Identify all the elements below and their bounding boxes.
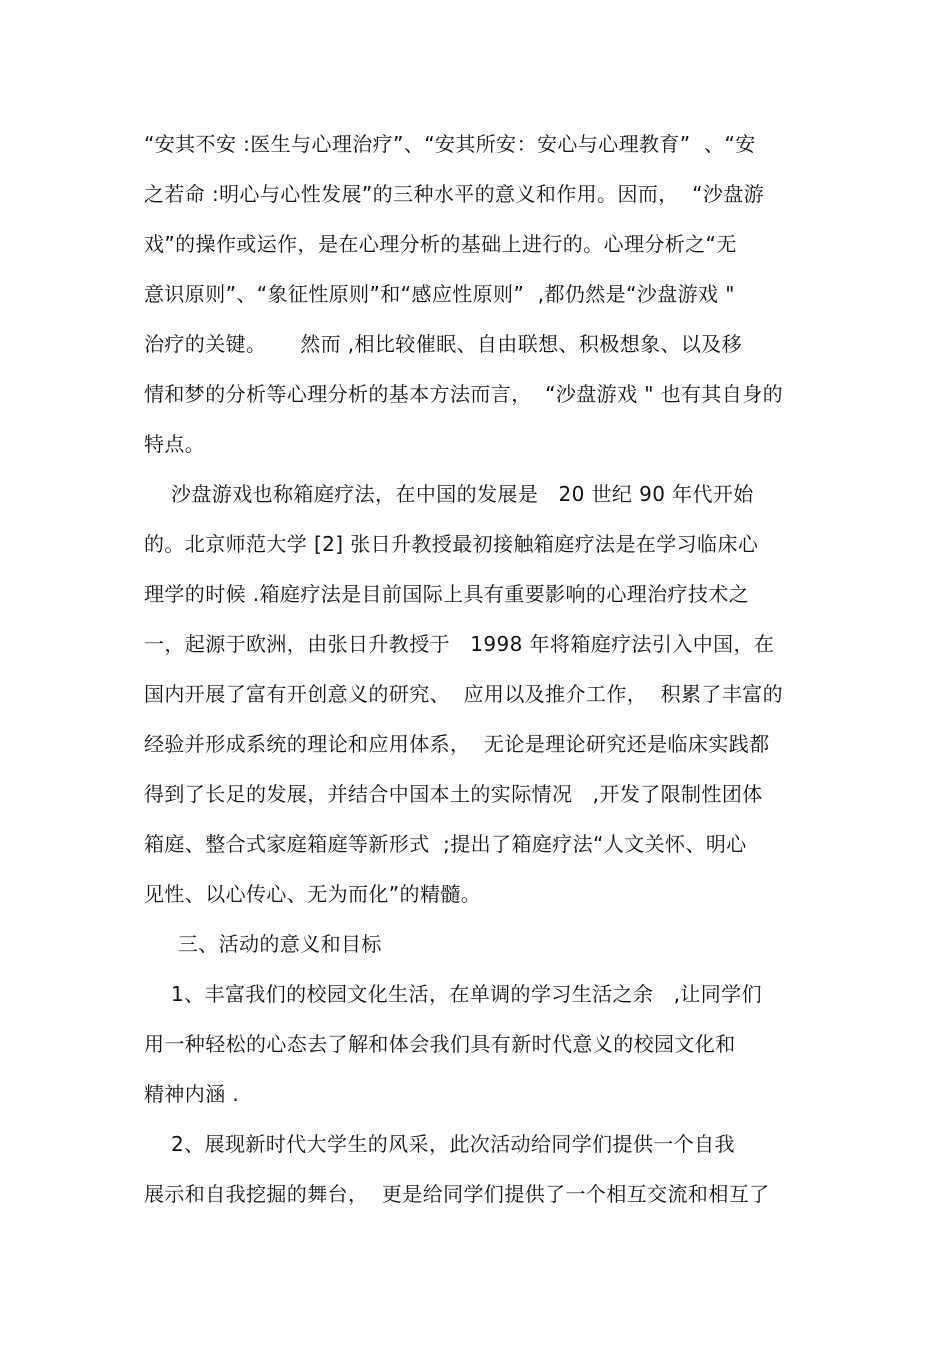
text-line: 经验并形成系统的理论和应用体系， 无论是理论研究还是临床实践都 <box>144 732 770 756</box>
text-line: 情和梦的分析等心理分析的基本方法而言， “沙盘游戏 " 也有其自身的 <box>144 382 783 406</box>
text-line: 箱庭、整合式家庭箱庭等新形式 ;提出了箱庭疗法“人文关怀、明心 <box>144 832 747 856</box>
text-line: 理学的时候 .箱庭疗法是目前国际上具有重要影响的心理治疗技术之 <box>144 582 750 606</box>
text-line: 用一种轻松的心态去了解和体会我们具有新时代意义的校园文化和 <box>144 1032 736 1056</box>
text-line: 见性、以心传心、无为而化”的精髓。 <box>144 882 482 906</box>
text-line: 展示和自我挖掘的舞台， 更是给同学们提供了一个相互交流和相互了 <box>144 1182 770 1206</box>
text-line: 2、展现新时代大学生的风采，此次活动给同学们提供一个自我 <box>144 1132 735 1156</box>
text-line: 一，起源于欧洲，由张日升教授于 1998 年将箱庭疗法引入中国，在 <box>144 632 775 656</box>
text-line: 之若命 :明心与心性发展”的三种水平的意义和作用。因而， “沙盘游 <box>144 182 765 206</box>
text-line: 精神内涵 . <box>144 1082 240 1106</box>
text-line: 的。北京师范大学 [2] 张日升教授最初接触箱庭疗法是在学习临床心 <box>144 532 759 556</box>
section-heading: 三、活动的意义和目标 <box>144 932 382 956</box>
text-line: 戏”的操作或运作，是在心理分析的基础上进行的。心理分析之“无 <box>144 232 737 256</box>
text-line: 1、丰富我们的校园文化生活，在单调的学习生活之余 ,让同学们 <box>144 982 762 1006</box>
text-line: 意识原则”、“象征性原则”和“感应性原则” ,都仍然是“沙盘游戏 " <box>144 282 735 306</box>
text-line: 沙盘游戏也称箱庭疗法，在中国的发展是 20 世纪 90 年代开始 <box>144 482 754 506</box>
text-line: “安其不安 :医生与心理治疗”、“安其所安：安心与心理教育” 、“安 <box>144 132 756 156</box>
text-line: 国内开展了富有开创意义的研究、 应用以及推介工作， 积累了丰富的 <box>144 682 784 706</box>
text-line: 得到了长足的发展，并结合中国本土的实际情况 ,开发了限制性团体 <box>144 782 763 806</box>
text-line: 治疗的关键。 然而 ,相比较催眠、自由联想、积极想象、以及移 <box>144 332 743 356</box>
text-line: 特点。 <box>144 432 206 456</box>
